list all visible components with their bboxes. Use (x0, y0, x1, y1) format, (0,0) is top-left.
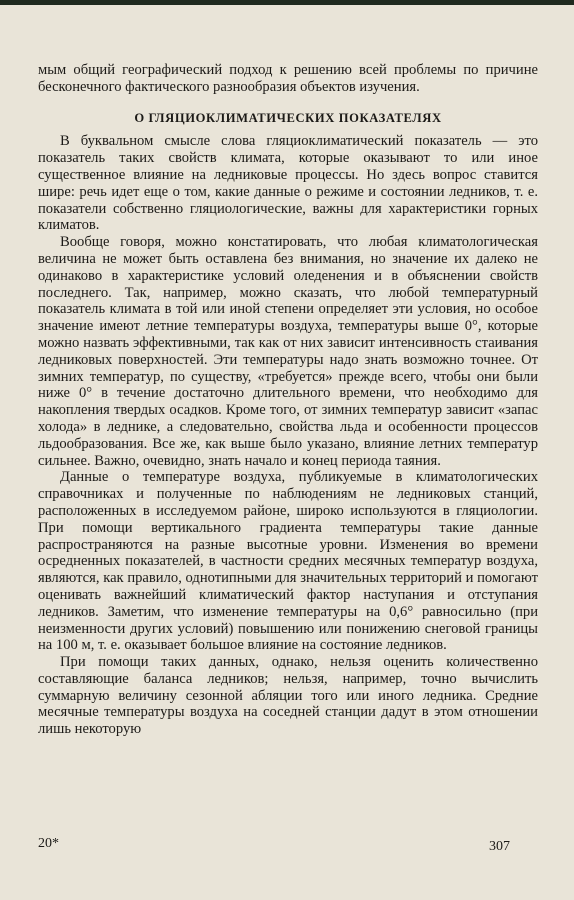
signature-mark: 20* (38, 836, 59, 851)
book-page-text (38, 62, 538, 738)
paragraph-3: Данные о температуре воздуха, публикуемые в климатологических справочниках и полученные по наблюдениям не ледниковых станций, расположенных в исследуемом районе, широко используются в гляциологии. При помощи вертикального градиента температуры такие данные распространяются на разные высотные уровни. Изменения во времени осредненных показателей, в частности средних месячных температур воздуха, являются, как правило, однотипными для значительных территорий и помогают оценивать важнейший климатический фактор наступания и отступания ледников. Заметим, что изменение температуры на 0,6° равносильно (при неизменности других условий) повышению или понижению снеговой границы на 100 м, т. е. оказывает большое влияние на состояние ледников. (38, 469, 538, 654)
page-number: 307 (489, 839, 510, 854)
scan-top-edge (0, 0, 574, 5)
section-heading: О ГЛЯЦИОКЛИМАТИЧЕСКИХ ПОКАЗАТЕЛЯХ (134, 110, 442, 125)
paragraph-2: Вообще говоря, можно констатировать, что любая климатологическая величина не может быть оставлена без внимания, но значение их далеко не одинаково в характеристике условий оледенения и в объяснении свойств последнего. Так, например, можно сказать, что любой температурный показатель климата в той или иной степени определяет эти условия, но особое значение имеют летние температуры воздуха, температуры выше 0°, которые можно назвать эффективными, так как от них зависит интенсивность стаивания ледниковых поверхностей. Эти температуры надо знать возможно точнее. От зимних температур, по существу, «требуется» прежде всего, чтобы они были ниже 0° в течение достаточно длительного времени, что необходимо для накопления твердых осадков. Кроме того, от зимних температур зависит «запас холода» в леднике, а следовательно, свойства льда и особенности процессов льдообразования. Все же, как выше было указано, влияние летних температур сильнее. Важно, очевидно, знать начало и конец периода таяния. (38, 234, 538, 469)
intro-fragment: мым общий географический подход к решению всей проблемы по причине бесконечного фактического разнообразия объектов изучения. (38, 62, 538, 95)
paragraph-4: При помощи таких данных, однако, нельзя оценить количественно составляющие баланса ледников; нельзя, например, точно вычислить суммарную величину сезонной абляции того или иного ледника. Средние месячные температуры воздуха на соседней станции дадут в этом отношении лишь некоторую (38, 654, 538, 738)
paragraph-1: В буквальном смысле слова гляциоклиматический показатель — это показатель таких свойств климата, которые оказывают то или иное существенное влияние на ледниковые процессы. Но здесь вопрос ставится шире: речь идет еще о том, какие данные о режиме и состоянии ледников, т. е. показатели собственно гляциологические, важны для характеристики горных климатов. (38, 133, 538, 234)
